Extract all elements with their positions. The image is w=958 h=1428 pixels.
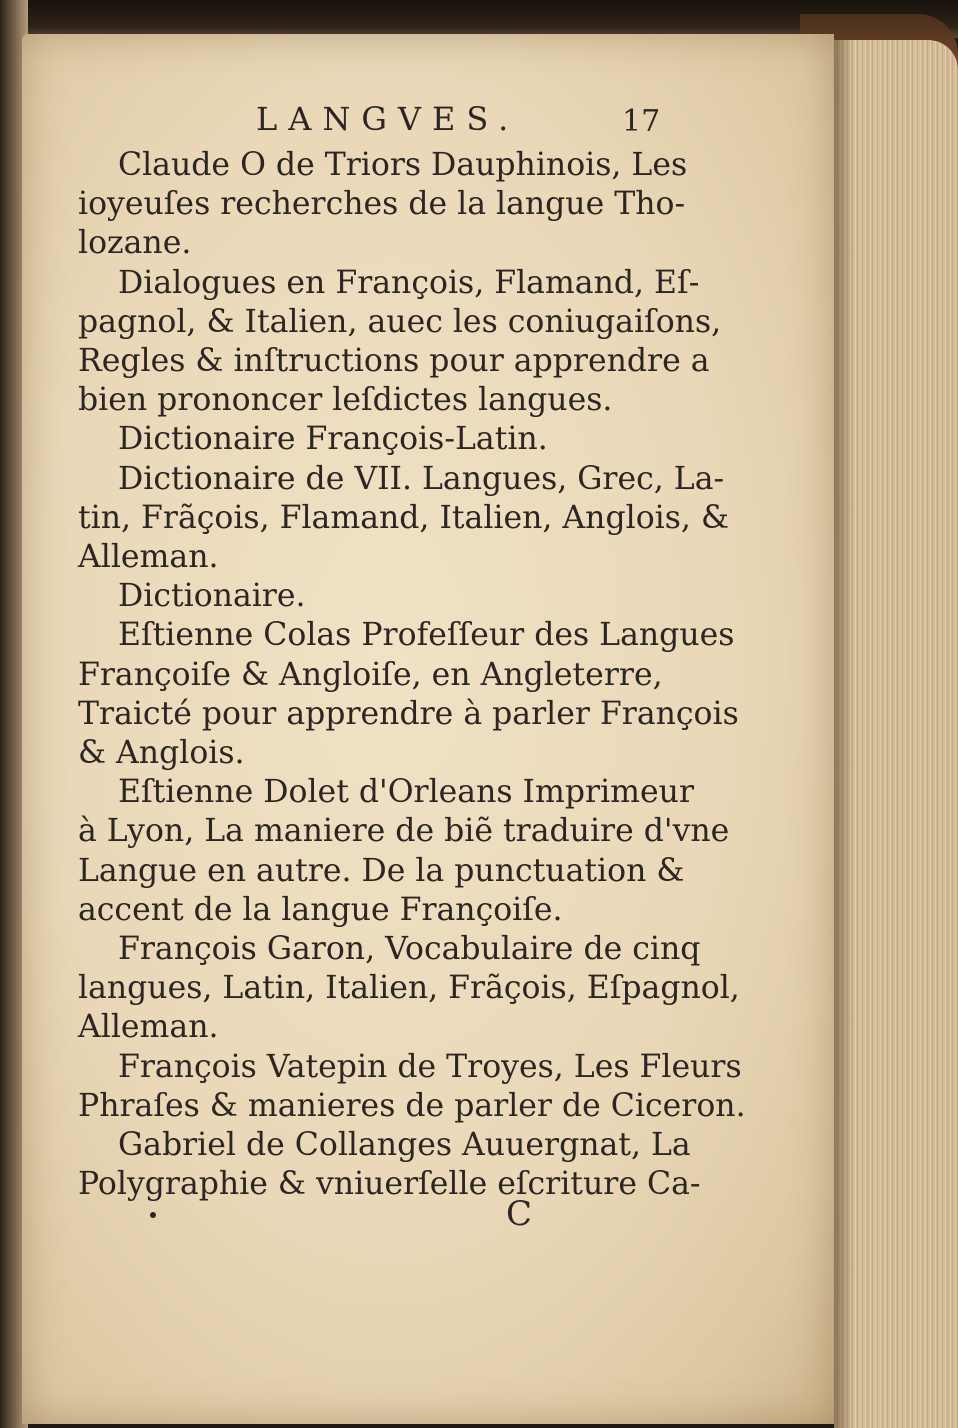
page-header (78, 96, 660, 146)
text-line: accent de la langue Françoiſe. (78, 891, 563, 928)
catalog-entry (78, 146, 688, 264)
printer-dot-mark (150, 1212, 156, 1218)
text-line: Traicté pour apprendre à parler François (78, 695, 739, 732)
text-line: Claude O de Triors Dauphinois, Les (118, 147, 688, 183)
text-line: Eſtienne Dolet d'Orleans Imprimeur (118, 774, 694, 811)
text-line: ioyeuſes recherches de la langue Tho- (78, 186, 686, 223)
text-line: François Vatepin de Troyes, Les Fleurs (118, 1048, 742, 1085)
text-line: lozane. (78, 225, 192, 262)
text-line: Gabriel de Collanges Auuergnat, La (118, 1127, 691, 1164)
page-text (78, 96, 746, 1204)
page-footer (78, 1194, 660, 1240)
catalog-entry (78, 1048, 746, 1126)
text-line: François Garon, Vocabulaire de cinq (118, 931, 701, 968)
catalog-entry (78, 264, 722, 421)
text-line: Langue en autre. De la punctuation & (78, 852, 685, 889)
text-line: Dialogues en François, Flamand, Eſ- (118, 264, 700, 301)
text-line: pagnol, & Italien, auec les coniugaiſons, (78, 303, 722, 340)
catalog-entry (78, 616, 739, 773)
text-line: Regles & inſtructions pour apprendre a (78, 343, 710, 380)
catalog-entry (78, 1126, 701, 1204)
catalog-entry (78, 460, 729, 578)
text-line: Phraſes & manieres de parler de Ciceron. (78, 1087, 746, 1124)
catalog-entry (78, 420, 660, 459)
signature-mark: C (506, 1194, 533, 1234)
text-line: langues, Latin, Italien, Frãçois, Eſpagnol, (78, 970, 740, 1007)
text-line: bien prononcer leſdictes langues. (78, 382, 613, 419)
catalog-entry (78, 930, 740, 1048)
page-edges-shadow (834, 40, 854, 1428)
text-line: & Anglois. (78, 735, 245, 772)
text-line: Françoiſe & Angloiſe, en Angleterre, (78, 656, 663, 693)
text-line: Dictionaire de VII. Langues, Grec, La- (118, 460, 725, 497)
text-line: Polygraphie & vniuerſelle eſcriture Ca- (78, 1166, 701, 1203)
catalog-entry (78, 773, 730, 930)
running-title: LANGVES. (256, 100, 520, 138)
text-line: Eſtienne Colas Profeſſeur des Langues (118, 617, 735, 654)
text-line: tin, Frãçois, Flamand, Italien, Anglois, & (78, 499, 729, 536)
text-line: Dictionaire. (118, 578, 306, 615)
catalog-entry (78, 577, 660, 616)
text-line: Dictionaire François-Latin. (118, 421, 548, 458)
text-line: à Lyon, La maniere de biẽ traduire d'vne (78, 813, 730, 850)
text-line: Alleman. (78, 1009, 219, 1046)
page-number: 17 (622, 104, 661, 139)
text-line: Alleman. (78, 539, 219, 576)
entry-list (78, 146, 746, 1204)
